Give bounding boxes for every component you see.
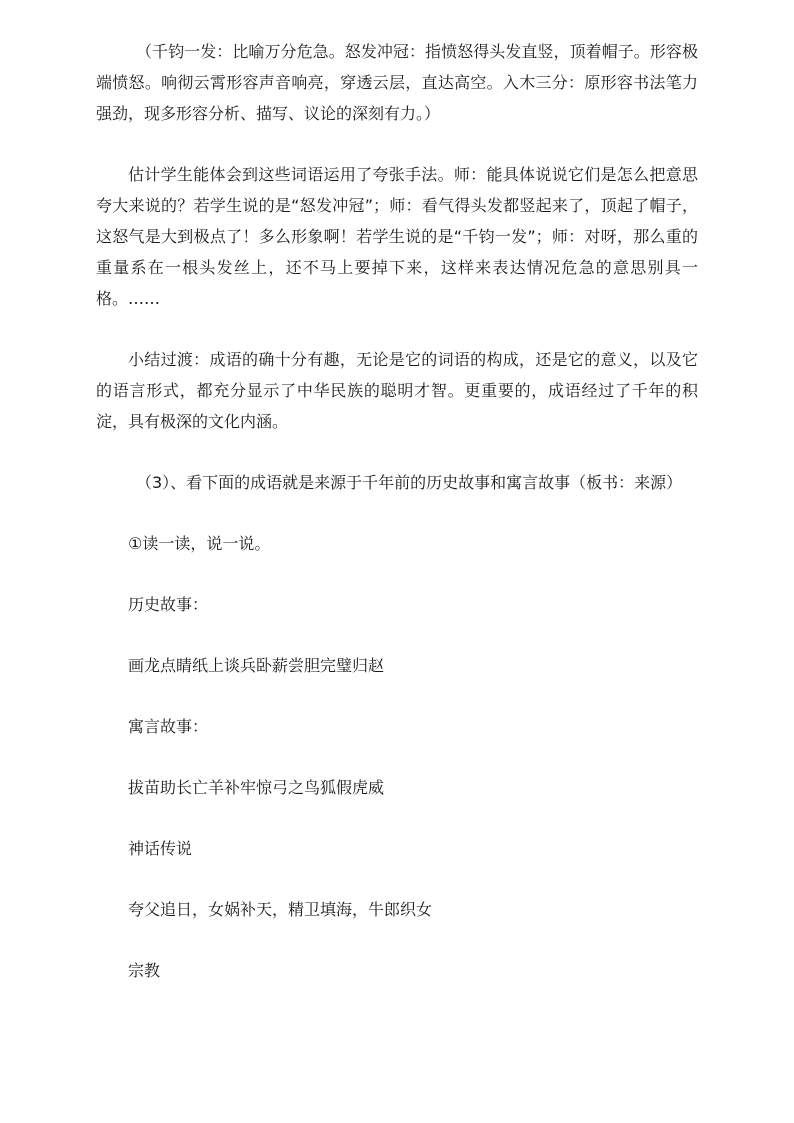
teacher-discussion-paragraph: 估计学生能体会到这些词语运用了夸张手法。师：能具体说说它们是怎么把意思夸大来说的？若学生说的是“怒发冲冠”；师：看气得头发都竖起来了，顶起了帽子，这怒气是大到极点了！多么形象啊！若学生说的是“千钧一发”；师：对呀，那么重的重量系在一根头发丝上，还不马上要掉下来，这样来表达情况危急的意思别具一格。…… xyxy=(96,165,698,308)
fable-idioms-list: 拔苗助长亡羊补牢惊弓之鸟狐假虎威 xyxy=(128,778,385,797)
document-page xyxy=(96,36,698,986)
fable-stories-heading: 寓言故事： xyxy=(128,717,209,736)
idiom-definitions-paragraph: （千钧一发：比喻万分危急。怒发冲冠：指愤怒得头发直竖，顶着帽子。形容极端愤怒。响彻云霄形容声音响亮，穿透云层，直达高空。入木三分：原形容书法笔力强劲，现多形容分析、描写、议论的深刻有力。） xyxy=(96,42,698,123)
summary-transition-paragraph: 小结过渡：成语的确十分有趣，无论是它的词语的构成，还是它的意义，以及它的语言形式，都充分显示了中华民族的聪明才智。更重要的，成语经过了千年的积淀，具有极深的文化内涵。 xyxy=(96,350,698,431)
myths-heading: 神话传说 xyxy=(128,839,193,858)
history-stories-heading: 历史故事： xyxy=(128,595,209,614)
history-idioms-list: 画龙点睛纸上谈兵卧薪尝胆完璧归赵 xyxy=(128,656,385,675)
myth-idioms-list: 夸父追日，女娲补天，精卫填海，牛郎织女 xyxy=(128,900,433,919)
idiom-source-paragraph: （3）、看下面的成语就是来源于千年前的历史故事和寓言故事（板书：来源） xyxy=(136,473,683,492)
read-and-say-instruction: ①读一读，说一说。 xyxy=(128,534,271,553)
religion-heading: 宗教 xyxy=(128,961,161,980)
